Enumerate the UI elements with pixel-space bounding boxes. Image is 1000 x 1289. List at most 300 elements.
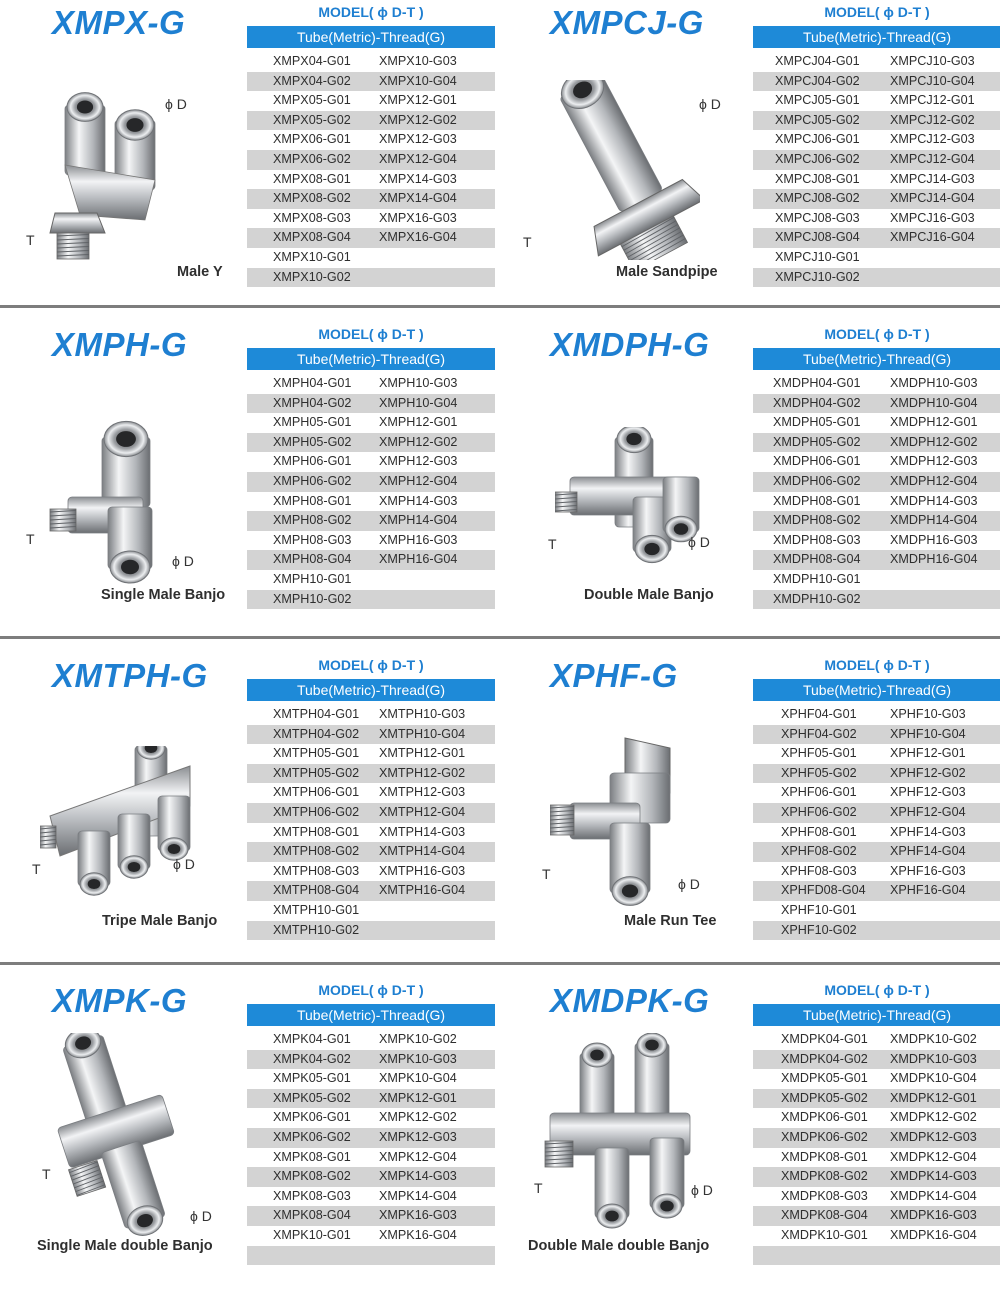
- product-panel-single-male-banjo: [0, 322, 500, 622]
- table-row: [247, 374, 495, 394]
- catalog-section: [0, 653, 1000, 953]
- model-table: [247, 374, 495, 609]
- table-row: [247, 705, 495, 725]
- single-male-banjo-fitting-image: [40, 417, 190, 597]
- table-row: [753, 189, 1000, 209]
- model-code: XPHF04-G02: [781, 726, 857, 741]
- model-code: XMPX06-G01: [273, 132, 351, 147]
- model-code: XMPK06-G02: [273, 1129, 351, 1144]
- model-code: XMTPH08-G04: [273, 883, 360, 898]
- model-code: XMTPH12-G02: [379, 765, 466, 780]
- table-row: [247, 472, 495, 492]
- table-row: [247, 531, 495, 551]
- table-row: [753, 705, 1000, 725]
- table-row: [247, 725, 495, 745]
- model-code: XMPH12-G01: [379, 415, 458, 430]
- model-code: XMDPH16-G04: [890, 552, 978, 567]
- thread-label: T: [542, 866, 551, 882]
- model-code: XMDPK08-G03: [781, 1188, 868, 1203]
- model-code: XPHF10-G04: [890, 726, 966, 741]
- section-divider: [0, 636, 1000, 639]
- model-code: XMPH05-G01: [273, 415, 352, 430]
- table-row: [247, 590, 495, 610]
- model-label: MODEL( ϕ D-T ): [824, 982, 930, 998]
- model-code: XPHF16-G04: [890, 883, 966, 898]
- table-row: [753, 413, 1000, 433]
- table-header: Tube(Metric)-Thread(G): [753, 26, 1000, 48]
- model-code: XMPK04-G01: [273, 1032, 351, 1046]
- series-title: XMPX-G: [52, 4, 186, 41]
- table-row: [753, 570, 1000, 590]
- thread-label: T: [534, 1180, 543, 1196]
- model-code: XMPX16-G03: [379, 210, 457, 225]
- table-row: [247, 1069, 495, 1089]
- table-row: [753, 550, 1000, 570]
- model-table: [247, 1030, 495, 1265]
- table-row: [753, 209, 1000, 229]
- model-code: XMPH10-G04: [379, 395, 458, 410]
- product-caption: Tripe Male Banjo: [102, 913, 218, 929]
- model-code: XPHF10-G02: [781, 922, 857, 937]
- table-row: [247, 1089, 495, 1109]
- model-code: XMDPH14-G03: [890, 493, 978, 508]
- model-code: XMTPH04-G01: [273, 707, 360, 721]
- series-title: XMPK-G: [52, 982, 187, 1019]
- table-row: [753, 433, 1000, 453]
- model-code: XMPX08-G03: [273, 210, 351, 225]
- model-code: XMPX16-G04: [379, 230, 457, 245]
- model-code: XMPCJ10-G02: [775, 269, 860, 284]
- series-title: XPHF-G: [550, 657, 678, 694]
- table-row: [247, 803, 495, 823]
- model-code: XMPCJ14-G04: [890, 191, 975, 206]
- table-row: [753, 130, 1000, 150]
- model-code: XMPH16-G03: [379, 532, 458, 547]
- model-code: XMDPH16-G03: [890, 532, 978, 547]
- model-code: XMPX14-G04: [379, 191, 457, 206]
- thread-label: T: [32, 861, 41, 877]
- model-code: XPHF14-G03: [890, 824, 966, 839]
- model-code: XMDPK14-G04: [890, 1188, 977, 1203]
- model-code: XMDPK06-G02: [781, 1129, 868, 1144]
- model-code: XMPX10-G03: [379, 54, 457, 68]
- model-code: XMPH08-G03: [273, 532, 352, 547]
- model-code: XMPCJ04-G01: [775, 54, 860, 68]
- model-code: XMPCJ08-G03: [775, 210, 860, 225]
- model-code: XMTPH12-G04: [379, 804, 466, 819]
- table-header: Tube(Metric)-Thread(G): [247, 1004, 495, 1026]
- catalog-section: [0, 322, 1000, 622]
- model-code: XMPH12-G02: [379, 434, 458, 449]
- table-row: [753, 842, 1000, 862]
- model-label: MODEL( ϕ D-T ): [318, 657, 424, 673]
- table-row: [247, 764, 495, 784]
- table-row: [753, 72, 1000, 92]
- model-code: XMTPH16-G03: [379, 863, 466, 878]
- model-code: XMDPH06-G01: [773, 454, 861, 469]
- model-code: XMDPK12-G04: [890, 1149, 977, 1164]
- table-row: [753, 1226, 1000, 1246]
- table-header: Tube(Metric)-Thread(G): [753, 1004, 1000, 1026]
- table-row: [753, 881, 1000, 901]
- model-code: XMPK04-G02: [273, 1051, 351, 1066]
- model-code: XPHF10-G01: [781, 902, 857, 917]
- model-code: XPHF05-G02: [781, 765, 857, 780]
- diameter-label: ϕ D: [678, 876, 700, 892]
- table-row: [247, 881, 495, 901]
- product-panel-male-sandpipe: [506, 0, 1000, 300]
- table-row: [753, 1148, 1000, 1168]
- double-male-double-banjo-fitting-image: [540, 1033, 705, 1233]
- model-code: XMTPH14-G03: [379, 824, 466, 839]
- model-code: XMPX10-G02: [273, 269, 351, 284]
- model-code: XMPCJ16-G04: [890, 230, 975, 245]
- model-code: XMPX04-G01: [273, 54, 351, 68]
- section-divider: [0, 305, 1000, 308]
- model-table: [753, 374, 1000, 609]
- model-code: XMPCJ05-G02: [775, 112, 860, 127]
- model-code: XPHFD08-G04: [781, 883, 866, 898]
- model-code: XMTPH10-G01: [273, 902, 360, 917]
- table-row: [247, 189, 495, 209]
- diameter-label: ϕ D: [691, 1182, 713, 1198]
- table-row: [753, 1246, 1000, 1266]
- model-code: XMPCJ14-G03: [890, 171, 975, 186]
- table-header: Tube(Metric)-Thread(G): [247, 679, 495, 701]
- model-code: XMDPH08-G01: [773, 493, 861, 508]
- model-code: XMTPH05-G01: [273, 746, 360, 761]
- table-row: [247, 248, 495, 268]
- model-code: XPHF12-G01: [890, 746, 966, 761]
- model-code: XMPH10-G02: [273, 591, 352, 606]
- model-code: XMDPH08-G04: [773, 552, 861, 567]
- model-code: XMDPK04-G02: [781, 1051, 868, 1066]
- diameter-label: ϕ D: [699, 96, 721, 112]
- table-row: [247, 150, 495, 170]
- table-row: [753, 150, 1000, 170]
- model-code: XMDPK04-G01: [781, 1032, 868, 1046]
- table-row: [247, 1148, 495, 1168]
- model-code: XMPK16-G03: [379, 1208, 457, 1223]
- table-row: [247, 91, 495, 111]
- table-row: [247, 1128, 495, 1148]
- model-code: XMDPH04-G02: [773, 395, 861, 410]
- catalog-section: [0, 978, 1000, 1278]
- model-code: XMTPH14-G04: [379, 844, 466, 859]
- series-title: XMTPH-G: [52, 657, 208, 694]
- model-code: XMPK05-G02: [273, 1090, 351, 1105]
- table-row: [753, 1187, 1000, 1207]
- model-code: XMPH16-G04: [379, 552, 458, 567]
- model-code: XMPCJ10-G04: [890, 73, 975, 88]
- diameter-label: ϕ D: [173, 856, 195, 872]
- table-row: [247, 783, 495, 803]
- model-code: XMPCJ10-G01: [775, 249, 860, 264]
- table-row: [753, 170, 1000, 190]
- model-code: XMDPH08-G03: [773, 532, 861, 547]
- model-table: [753, 705, 1000, 940]
- model-code: XMDPK10-G04: [890, 1071, 977, 1086]
- model-code: XMDPH05-G01: [773, 415, 861, 430]
- model-code: XMPCJ16-G03: [890, 210, 975, 225]
- model-code: XMTPH10-G02: [273, 922, 360, 937]
- model-code: XMPCJ06-G02: [775, 151, 860, 166]
- model-code: XMTPH08-G03: [273, 863, 360, 878]
- table-row: [753, 394, 1000, 414]
- model-code: XMPX10-G04: [379, 73, 457, 88]
- table-row: [753, 111, 1000, 131]
- model-code: XMPCJ06-G01: [775, 132, 860, 147]
- table-row: [753, 472, 1000, 492]
- model-code: XMPH14-G03: [379, 493, 458, 508]
- model-code: XMDPK05-G01: [781, 1071, 868, 1086]
- model-code: XMDPK08-G01: [781, 1149, 868, 1164]
- table-row: [753, 764, 1000, 784]
- model-code: XMPK10-G03: [379, 1051, 457, 1066]
- model-code: XMPCJ04-G02: [775, 73, 860, 88]
- table-row: [753, 1050, 1000, 1070]
- product-caption: Double Male double Banjo: [528, 1238, 710, 1254]
- table-row: [753, 1069, 1000, 1089]
- table-row: [247, 901, 495, 921]
- model-code: XMPK12-G01: [379, 1090, 457, 1105]
- section-divider: [0, 962, 1000, 965]
- model-code: XMPK08-G01: [273, 1149, 351, 1164]
- model-code: XMPH08-G04: [273, 552, 352, 567]
- model-code: XMDPK16-G03: [890, 1208, 977, 1223]
- table-row: [753, 91, 1000, 111]
- model-code: XMTPH05-G02: [273, 765, 360, 780]
- thread-label: T: [42, 1166, 51, 1182]
- model-code: XMDPH12-G03: [890, 454, 978, 469]
- model-code: XMPCJ12-G04: [890, 151, 975, 166]
- model-code: XMPCJ12-G02: [890, 112, 975, 127]
- table-row: [753, 744, 1000, 764]
- table-row: [247, 268, 495, 288]
- thread-label: T: [26, 531, 35, 547]
- model-code: XMPCJ08-G04: [775, 230, 860, 245]
- model-code: XMPX08-G02: [273, 191, 351, 206]
- model-code: XMDPK16-G04: [890, 1227, 977, 1242]
- table-row: [247, 1246, 495, 1266]
- table-row: [247, 209, 495, 229]
- table-row: [247, 550, 495, 570]
- model-code: XMPH05-G02: [273, 434, 352, 449]
- table-row: [247, 1108, 495, 1128]
- series-title: XMPH-G: [52, 326, 187, 363]
- model-code: XMTPH10-G04: [379, 726, 466, 741]
- model-table: [247, 705, 495, 940]
- table-row: [753, 1206, 1000, 1226]
- model-code: XMTPH12-G01: [379, 746, 466, 761]
- model-label: MODEL( ϕ D-T ): [318, 4, 424, 20]
- product-caption: Single Male Banjo: [101, 587, 226, 603]
- model-code: XMPK08-G04: [273, 1208, 351, 1223]
- diameter-label: ϕ D: [688, 534, 710, 550]
- product-panel-male-y: [0, 0, 500, 300]
- series-title: XMPCJ-G: [550, 4, 704, 41]
- model-code: XMDPK14-G03: [890, 1169, 977, 1184]
- model-code: XMPH10-G01: [273, 571, 352, 586]
- table-row: [247, 1167, 495, 1187]
- table-row: [753, 492, 1000, 512]
- male-run-tee-fitting-image: [550, 733, 700, 923]
- table-header: Tube(Metric)-Thread(G): [247, 348, 495, 370]
- double-male-banjo-fitting-image: [555, 427, 705, 587]
- table-row: [247, 72, 495, 92]
- table-row: [247, 570, 495, 590]
- table-row: [753, 1030, 1000, 1050]
- table-row: [753, 1108, 1000, 1128]
- table-row: [247, 413, 495, 433]
- table-row: [247, 1226, 495, 1246]
- thread-label: T: [548, 536, 557, 552]
- series-title: XMDPH-G: [550, 326, 710, 363]
- table-row: [753, 268, 1000, 288]
- table-row: [247, 111, 495, 131]
- diameter-label: ϕ D: [172, 553, 194, 569]
- model-code: XMTPH06-G01: [273, 785, 360, 800]
- table-row: [753, 921, 1000, 941]
- table-row: [753, 901, 1000, 921]
- model-code: XPHF14-G04: [890, 844, 966, 859]
- model-code: XMPK16-G04: [379, 1227, 457, 1242]
- model-code: XPHF04-G01: [781, 707, 857, 721]
- model-code: XMPK10-G04: [379, 1071, 457, 1086]
- model-code: XMPCJ12-G01: [890, 93, 975, 108]
- table-row: [247, 170, 495, 190]
- model-code: XMPH14-G04: [379, 513, 458, 528]
- table-row: [247, 1030, 495, 1050]
- product-panel-single-male-double-banjo: [0, 978, 500, 1278]
- tripe-male-banjo-fitting-image: [40, 746, 200, 916]
- model-code: XMPX10-G01: [273, 249, 351, 264]
- male-y-fitting-image: [35, 85, 175, 265]
- model-code: XMDPH10-G02: [773, 591, 861, 606]
- table-header: Tube(Metric)-Thread(G): [247, 26, 495, 48]
- model-label: MODEL( ϕ D-T ): [824, 4, 930, 20]
- model-code: XMDPH08-G02: [773, 513, 861, 528]
- table-row: [247, 130, 495, 150]
- model-code: XMPK14-G03: [379, 1169, 457, 1184]
- model-code: XMPX08-G04: [273, 230, 351, 245]
- model-code: XMPK12-G04: [379, 1149, 457, 1164]
- model-code: XPHF05-G01: [781, 746, 857, 761]
- product-caption: Male Y: [177, 264, 223, 280]
- product-caption: Male Run Tee: [624, 913, 717, 929]
- model-code: XMDPH05-G02: [773, 434, 861, 449]
- model-code: XMDPH10-G04: [890, 395, 978, 410]
- table-row: [247, 1187, 495, 1207]
- model-code: XPHF08-G03: [781, 863, 857, 878]
- model-code: XMTPH08-G01: [273, 824, 360, 839]
- model-code: XMTPH12-G03: [379, 785, 466, 800]
- model-code: XMDPK12-G03: [890, 1129, 977, 1144]
- product-panel-male-run-tee: [506, 653, 1000, 953]
- model-code: XMPH06-G02: [273, 473, 352, 488]
- thread-label: T: [26, 232, 35, 248]
- model-code: XMDPH12-G02: [890, 434, 978, 449]
- product-panel-tripe-male-banjo: [0, 653, 500, 953]
- table-row: [753, 1167, 1000, 1187]
- model-code: XPHF12-G04: [890, 804, 966, 819]
- model-code: XMPX05-G01: [273, 93, 351, 108]
- model-code: XMDPK10-G01: [781, 1227, 868, 1242]
- model-label: MODEL( ϕ D-T ): [318, 982, 424, 998]
- model-code: XMPCJ10-G03: [890, 54, 975, 68]
- table-row: [753, 52, 1000, 72]
- model-code: XMPK12-G02: [379, 1110, 457, 1125]
- model-code: XMDPK12-G01: [890, 1090, 977, 1105]
- model-code: XMPCJ08-G01: [775, 171, 860, 186]
- table-row: [753, 862, 1000, 882]
- model-label: MODEL( ϕ D-T ): [318, 326, 424, 342]
- male-sandpipe-fitting-image: [530, 80, 700, 260]
- model-code: XMDPK08-G04: [781, 1208, 868, 1223]
- product-panel-double-male-double-banjo: [506, 978, 1000, 1278]
- table-row: [753, 374, 1000, 394]
- model-code: XMDPK10-G03: [890, 1051, 977, 1066]
- model-table: [247, 52, 495, 287]
- model-table: [753, 52, 1000, 287]
- model-code: XMPH08-G01: [273, 493, 352, 508]
- model-code: XPHF08-G01: [781, 824, 857, 839]
- model-code: XMPCJ12-G03: [890, 132, 975, 147]
- table-row: [247, 433, 495, 453]
- table-row: [247, 744, 495, 764]
- model-label: MODEL( ϕ D-T ): [824, 657, 930, 673]
- model-code: XMPK10-G02: [379, 1032, 457, 1046]
- product-caption: Male Sandpipe: [616, 264, 718, 280]
- model-code: XPHF12-G02: [890, 765, 966, 780]
- diameter-label: ϕ D: [190, 1208, 212, 1224]
- model-label: MODEL( ϕ D-T ): [824, 326, 930, 342]
- model-code: XMPX04-G02: [273, 73, 351, 88]
- table-row: [753, 725, 1000, 745]
- model-code: XMPX12-G03: [379, 132, 457, 147]
- model-code: XMPX12-G01: [379, 93, 457, 108]
- model-code: XMPH12-G03: [379, 454, 458, 469]
- model-code: XPHF06-G02: [781, 804, 857, 819]
- table-row: [753, 1128, 1000, 1148]
- table-row: [753, 248, 1000, 268]
- model-code: XMPX06-G02: [273, 151, 351, 166]
- model-code: XMTPH08-G02: [273, 844, 360, 859]
- table-row: [753, 783, 1000, 803]
- model-code: XMPK05-G01: [273, 1071, 351, 1086]
- model-code: XMPX05-G02: [273, 112, 351, 127]
- model-table: [753, 1030, 1000, 1265]
- series-title: XMDPK-G: [550, 982, 710, 1019]
- model-code: XMDPH14-G04: [890, 513, 978, 528]
- model-code: XMTPH04-G02: [273, 726, 360, 741]
- model-code: XMDPK08-G02: [781, 1169, 868, 1184]
- model-code: XMDPH12-G01: [890, 415, 978, 430]
- table-row: [247, 842, 495, 862]
- model-code: XMPK08-G02: [273, 1169, 351, 1184]
- table-row: [247, 823, 495, 843]
- table-row: [247, 52, 495, 72]
- model-code: XPHF08-G02: [781, 844, 857, 859]
- table-row: [247, 862, 495, 882]
- model-code: XMPH08-G02: [273, 513, 352, 528]
- model-code: XMPH04-G01: [273, 376, 352, 390]
- model-code: XMPK08-G03: [273, 1188, 351, 1203]
- table-header: Tube(Metric)-Thread(G): [753, 348, 1000, 370]
- model-code: XMPK06-G01: [273, 1110, 351, 1125]
- table-row: [753, 590, 1000, 610]
- model-code: XMTPH06-G02: [273, 804, 360, 819]
